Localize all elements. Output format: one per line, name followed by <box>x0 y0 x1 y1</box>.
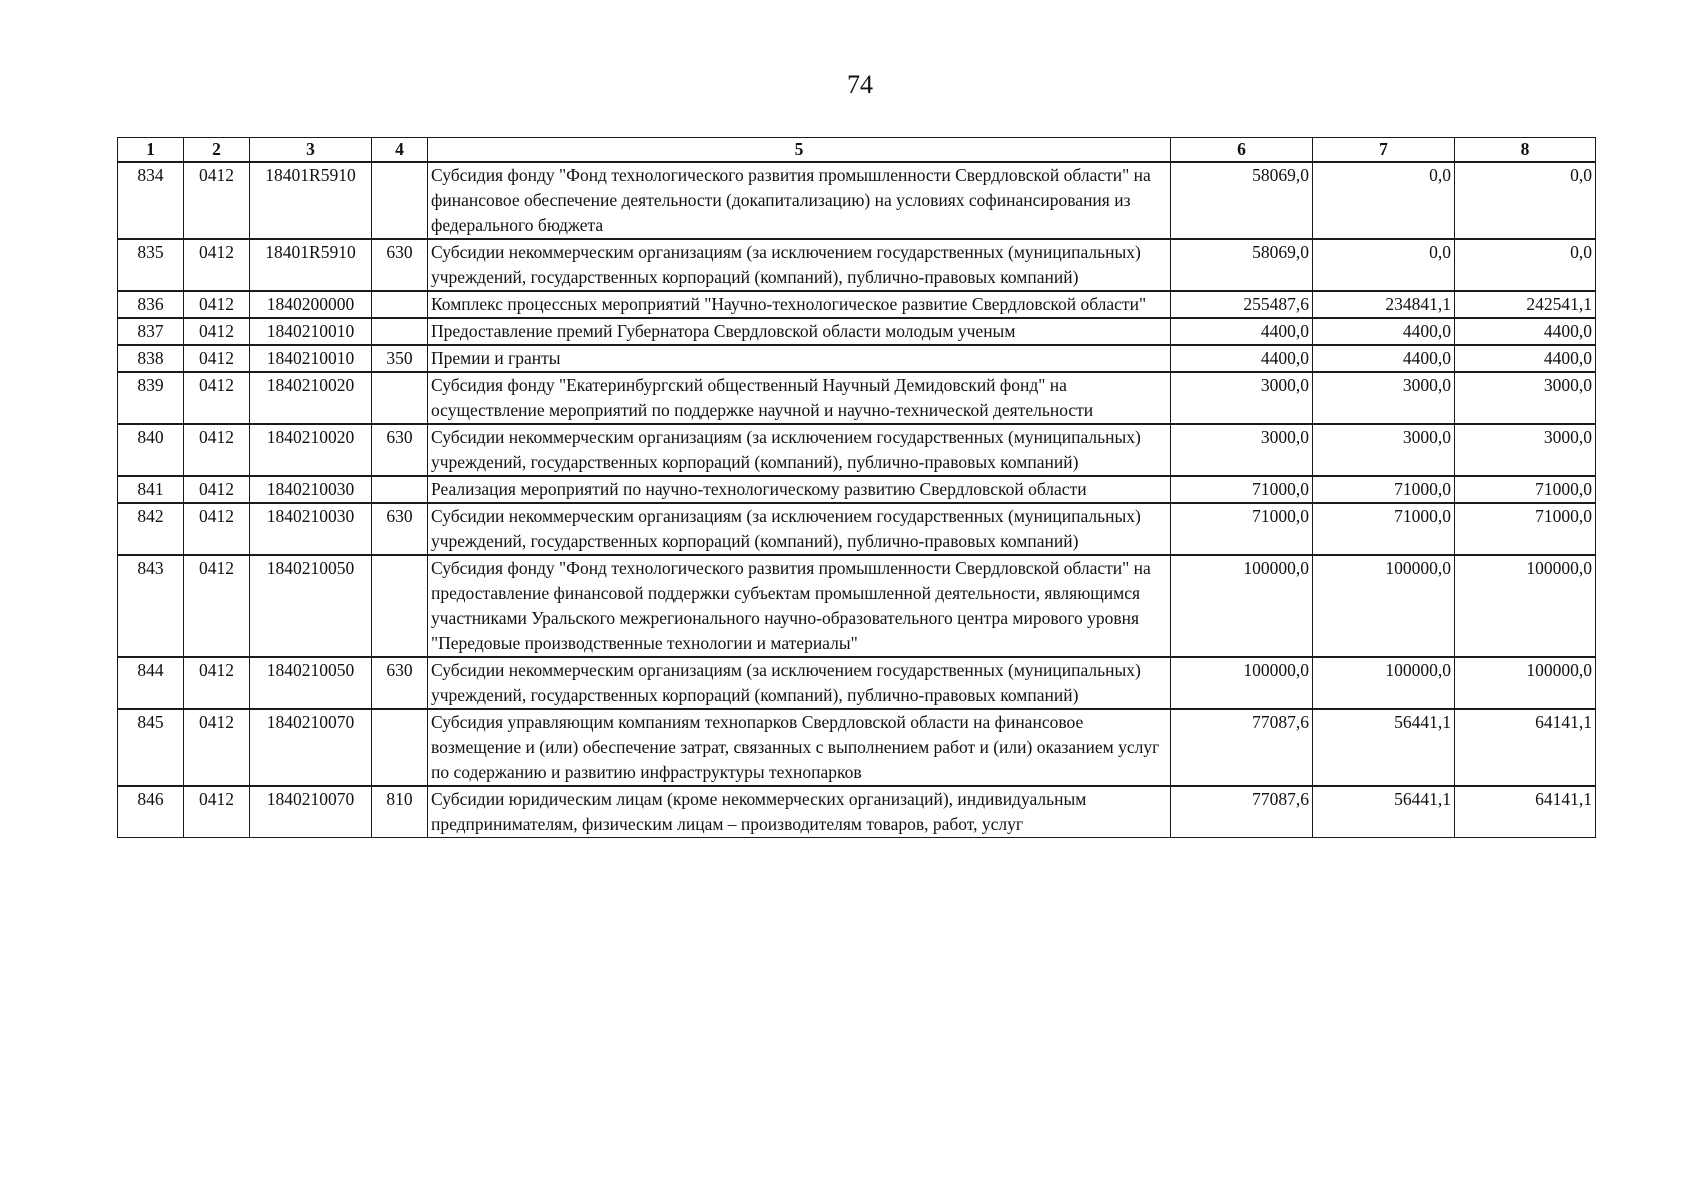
amount-col-7: 3000,0 <box>1313 372 1455 424</box>
item-name: Субсидии некоммерческим организациям (за исключением государственных (муниципальных) учреждений, государственных корпораций (компаний), публично-правовых компаний) <box>428 657 1171 709</box>
target-code: 1840210030 <box>250 476 372 503</box>
target-code: 1840210070 <box>250 786 372 838</box>
expense-type <box>372 291 428 318</box>
amount-col-7: 234841,1 <box>1313 291 1455 318</box>
section-code: 0412 <box>184 709 250 786</box>
column-header: 7 <box>1313 138 1455 163</box>
expense-type <box>372 709 428 786</box>
section-code: 0412 <box>184 424 250 476</box>
target-code: 1840210070 <box>250 709 372 786</box>
column-header: 5 <box>428 138 1171 163</box>
amount-col-8: 100000,0 <box>1455 657 1596 709</box>
row-number: 837 <box>118 318 184 345</box>
row-number: 842 <box>118 503 184 555</box>
section-code: 0412 <box>184 476 250 503</box>
table-row <box>118 318 1596 345</box>
item-name: Премии и гранты <box>428 345 1171 372</box>
target-code: 18401R5910 <box>250 162 372 239</box>
amount-col-8: 3000,0 <box>1455 372 1596 424</box>
item-name: Предоставление премий Губернатора Свердловской области молодым ученым <box>428 318 1171 345</box>
row-number: 840 <box>118 424 184 476</box>
column-header: 8 <box>1455 138 1596 163</box>
section-code: 0412 <box>184 239 250 291</box>
section-code: 0412 <box>184 503 250 555</box>
item-name: Субсидии юридическим лицам (кроме некоммерческих организаций), индивидуальным предпринимателям, физическим лицам – производителям товаров, работ, услуг <box>428 786 1171 838</box>
amount-col-6: 58069,0 <box>1171 239 1313 291</box>
amount-col-6: 255487,6 <box>1171 291 1313 318</box>
target-code: 1840200000 <box>250 291 372 318</box>
amount-col-6: 71000,0 <box>1171 476 1313 503</box>
amount-col-6: 77087,6 <box>1171 786 1313 838</box>
amount-col-8: 0,0 <box>1455 162 1596 239</box>
expense-type <box>372 555 428 657</box>
row-number: 838 <box>118 345 184 372</box>
expense-type <box>372 162 428 239</box>
amount-col-8: 64141,1 <box>1455 709 1596 786</box>
amount-col-8: 100000,0 <box>1455 555 1596 657</box>
amount-col-8: 4400,0 <box>1455 318 1596 345</box>
amount-col-6: 100000,0 <box>1171 657 1313 709</box>
target-code: 1840210010 <box>250 318 372 345</box>
amount-col-8: 242541,1 <box>1455 291 1596 318</box>
expense-type: 350 <box>372 345 428 372</box>
header-row <box>118 138 1596 163</box>
amount-col-6: 77087,6 <box>1171 709 1313 786</box>
section-code: 0412 <box>184 162 250 239</box>
amount-col-7: 4400,0 <box>1313 318 1455 345</box>
amount-col-8: 71000,0 <box>1455 476 1596 503</box>
section-code: 0412 <box>184 372 250 424</box>
table-row <box>118 555 1596 657</box>
item-name: Субсидия фонду "Екатеринбургский общественный Научный Демидовский фонд" на осуществление мероприятий по поддержке научной и научно-технической деятельности <box>428 372 1171 424</box>
row-number: 834 <box>118 162 184 239</box>
table-row <box>118 291 1596 318</box>
amount-col-7: 56441,1 <box>1313 709 1455 786</box>
amount-col-6: 3000,0 <box>1171 424 1313 476</box>
amount-col-7: 4400,0 <box>1313 345 1455 372</box>
amount-col-7: 71000,0 <box>1313 503 1455 555</box>
budget-table <box>117 137 1596 838</box>
item-name: Субсидия управляющим компаниям технопарков Свердловской области на финансовое возмещение и (или) обеспечение затрат, связанных с выполнением работ и (или) оказанием услуг по содержанию и развитию инфраструктуры технопарков <box>428 709 1171 786</box>
table-row <box>118 709 1596 786</box>
amount-col-6: 71000,0 <box>1171 503 1313 555</box>
expense-type: 630 <box>372 424 428 476</box>
amount-col-8: 0,0 <box>1455 239 1596 291</box>
row-number: 846 <box>118 786 184 838</box>
column-header: 4 <box>372 138 428 163</box>
item-name: Субсидии некоммерческим организациям (за исключением государственных (муниципальных) учреждений, государственных корпораций (компаний), публично-правовых компаний) <box>428 503 1171 555</box>
amount-col-7: 0,0 <box>1313 239 1455 291</box>
amount-col-7: 100000,0 <box>1313 555 1455 657</box>
column-header: 6 <box>1171 138 1313 163</box>
table-row <box>118 476 1596 503</box>
amount-col-7: 3000,0 <box>1313 424 1455 476</box>
item-name: Субсидия фонду "Фонд технологического развития промышленности Свердловской области" на предоставление финансовой поддержки субъектам промышленной деятельности, являющимся участниками Уральского межрегионального научно-образовательного центра мирового уровня "Передовые производственные технологии и материалы" <box>428 555 1171 657</box>
amount-col-6: 4400,0 <box>1171 345 1313 372</box>
row-number: 839 <box>118 372 184 424</box>
amount-col-6: 58069,0 <box>1171 162 1313 239</box>
row-number: 836 <box>118 291 184 318</box>
table-row <box>118 786 1596 838</box>
column-header: 2 <box>184 138 250 163</box>
amount-col-7: 100000,0 <box>1313 657 1455 709</box>
amount-col-7: 71000,0 <box>1313 476 1455 503</box>
section-code: 0412 <box>184 657 250 709</box>
table-row <box>118 345 1596 372</box>
expense-type: 630 <box>372 503 428 555</box>
target-code: 1840210050 <box>250 657 372 709</box>
amount-col-7: 0,0 <box>1313 162 1455 239</box>
page-number: 74 <box>847 70 873 99</box>
section-code: 0412 <box>184 291 250 318</box>
amount-col-8: 3000,0 <box>1455 424 1596 476</box>
amount-col-6: 3000,0 <box>1171 372 1313 424</box>
item-name: Реализация мероприятий по научно-технологическому развитию Свердловской области <box>428 476 1171 503</box>
expense-type <box>372 318 428 345</box>
item-name: Субсидии некоммерческим организациям (за исключением государственных (муниципальных) учреждений, государственных корпораций (компаний), публично-правовых компаний) <box>428 239 1171 291</box>
row-number: 844 <box>118 657 184 709</box>
row-number: 843 <box>118 555 184 657</box>
amount-col-6: 100000,0 <box>1171 555 1313 657</box>
target-code: 1840210030 <box>250 503 372 555</box>
target-code: 1840210020 <box>250 372 372 424</box>
table-row <box>118 503 1596 555</box>
row-number: 845 <box>118 709 184 786</box>
amount-col-6: 4400,0 <box>1171 318 1313 345</box>
column-header: 3 <box>250 138 372 163</box>
expense-type: 630 <box>372 239 428 291</box>
row-number: 835 <box>118 239 184 291</box>
amount-col-8: 64141,1 <box>1455 786 1596 838</box>
amount-col-8: 4400,0 <box>1455 345 1596 372</box>
target-code: 1840210050 <box>250 555 372 657</box>
item-name: Комплекс процессных мероприятий "Научно-технологическое развитие Свердловской области" <box>428 291 1171 318</box>
section-code: 0412 <box>184 555 250 657</box>
section-code: 0412 <box>184 345 250 372</box>
target-code: 1840210020 <box>250 424 372 476</box>
section-code: 0412 <box>184 786 250 838</box>
expense-type <box>372 476 428 503</box>
row-number: 841 <box>118 476 184 503</box>
table-row <box>118 657 1596 709</box>
table-row <box>118 162 1596 239</box>
expense-type: 810 <box>372 786 428 838</box>
section-code: 0412 <box>184 318 250 345</box>
item-name: Субсидии некоммерческим организациям (за исключением государственных (муниципальных) учреждений, государственных корпораций (компаний), публично-правовых компаний) <box>428 424 1171 476</box>
amount-col-7: 56441,1 <box>1313 786 1455 838</box>
table-row <box>118 424 1596 476</box>
column-header: 1 <box>118 138 184 163</box>
target-code: 18401R5910 <box>250 239 372 291</box>
expense-type: 630 <box>372 657 428 709</box>
amount-col-8: 71000,0 <box>1455 503 1596 555</box>
item-name: Субсидия фонду "Фонд технологического развития промышленности Свердловской области" на финансовое обеспечение деятельности (докапитализацию) на условиях софинансирования из федерального бюджета <box>428 162 1171 239</box>
table-row <box>118 372 1596 424</box>
target-code: 1840210010 <box>250 345 372 372</box>
expense-type <box>372 372 428 424</box>
table-row <box>118 239 1596 291</box>
